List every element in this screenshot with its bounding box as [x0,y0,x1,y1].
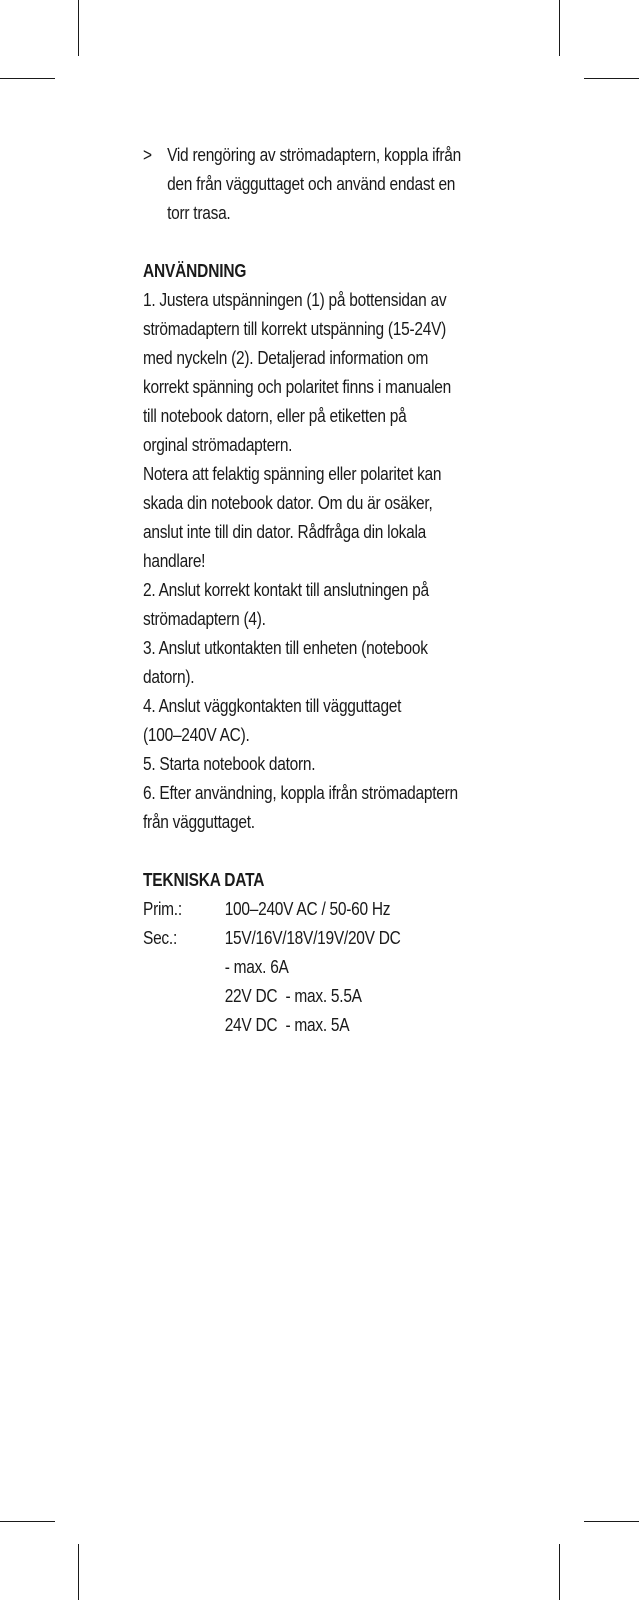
usage-line: 4. Anslut väggkontakten till vägguttaget [143,696,402,716]
tech-data-table [143,895,513,1040]
cleaning-note [143,141,513,228]
usage-line: Notera att felaktig spänning eller polaritet kan [143,464,442,484]
spec-row-22v [143,982,513,1011]
spec-label [143,982,225,1011]
usage-line: korrekt spänning och polaritet finns i manualen [143,377,451,397]
crop-mark-bottom-right-vertical [559,1544,560,1600]
bullet-marker: > [143,145,152,165]
spec-value: 24V DC - max. 5A [224,1015,350,1035]
spec-value: 100–240V AC / 50-60 Hz [224,899,391,919]
usage-line: orginal strömadaptern. [143,435,293,455]
usage-text [143,286,513,837]
spec-value: 15V/16V/18V/19V/20V DC [224,928,401,948]
cleaning-note-line: Vid rengöring av strömadaptern, koppla ifrån [167,145,461,165]
usage-line: 6. Efter användning, koppla ifrån strömadaptern [143,783,458,803]
usage-line: skada din notebook dator. Om du är osäker, [143,493,433,513]
spec-row-primary [143,895,513,924]
usage-heading: ANVÄNDNING [143,261,247,281]
usage-line: (100–240V AC). [143,725,250,745]
spec-label: Prim.: [143,899,182,919]
spec-row-24v [143,1011,513,1040]
crop-mark-top-left-vertical [78,0,79,56]
usage-line: från vägguttaget. [143,812,255,832]
spec-value: 22V DC - max. 5.5A [224,986,362,1006]
spec-row-secondary-cont [143,953,513,982]
usage-line: 2. Anslut korrekt kontakt till anslutningen på [143,580,429,600]
usage-line: 1. Justera utspänningen (1) på bottensidan av [143,290,447,310]
crop-mark-bottom-left-vertical [78,1544,79,1600]
cleaning-note-line: torr trasa. [167,203,231,223]
usage-line: 5. Starta notebook datorn. [143,754,316,774]
spec-row-secondary [143,924,513,953]
crop-mark-top-left-horizontal [0,78,55,79]
cleaning-note-line: den från vägguttaget och använd endast en [167,174,456,194]
manual-page-content [143,141,513,1040]
usage-line: med nyckeln (2). Detaljerad information om [143,348,429,368]
usage-line: strömadaptern (4). [143,609,266,629]
crop-mark-bottom-right-horizontal [584,1521,639,1522]
crop-mark-bottom-left-horizontal [0,1521,55,1522]
usage-line: till notebook datorn, eller på etiketten på [143,406,407,426]
tech-data-heading: TEKNISKA DATA [143,870,265,890]
spec-label [143,953,225,982]
spec-label [143,1011,225,1040]
crop-mark-top-right-vertical [559,0,560,56]
usage-line: 3. Anslut utkontakten till enheten (notebook [143,638,428,658]
usage-line: anslut inte till din dator. Rådfråga din lokala [143,522,427,542]
usage-line: strömadaptern till korrekt utspänning (15-24V) [143,319,447,339]
spec-label: Sec.: [143,928,177,948]
usage-line: datorn). [143,667,195,687]
crop-mark-top-right-horizontal [584,78,639,79]
spec-value: - max. 6A [224,957,289,977]
usage-line: handlare! [143,551,206,571]
